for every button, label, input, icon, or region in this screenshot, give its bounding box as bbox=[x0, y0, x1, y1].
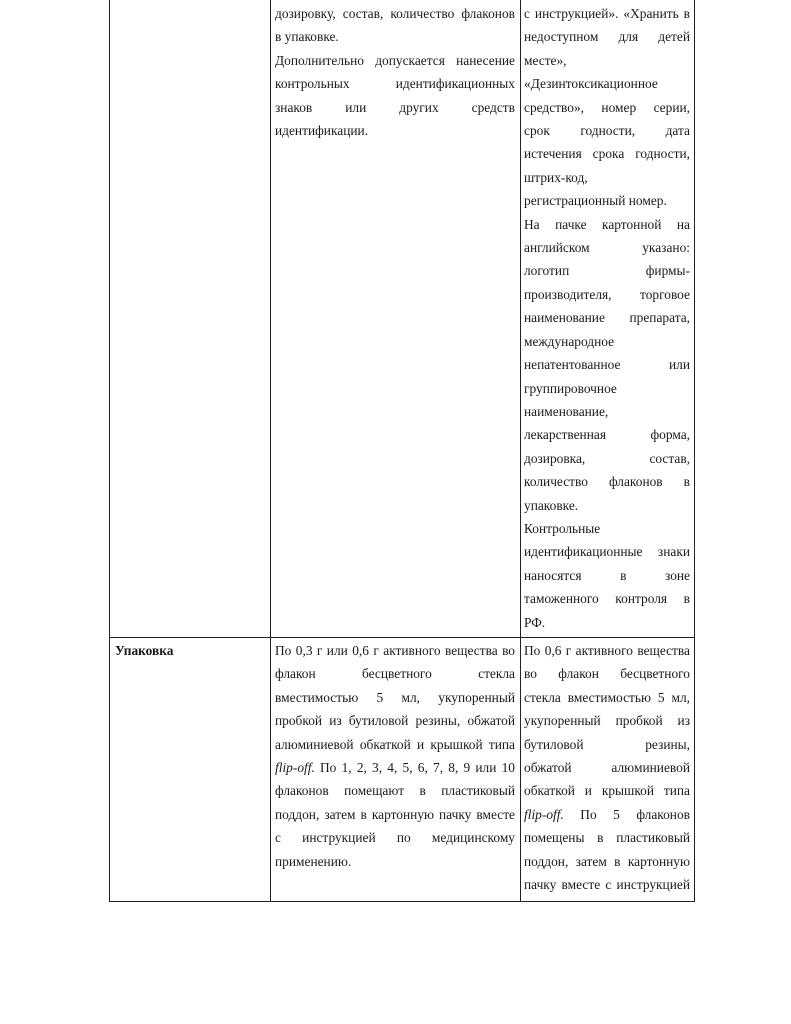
text-line: знаков или других средств bbox=[275, 99, 515, 115]
text-line: лекарственная форма, bbox=[524, 427, 690, 443]
text-fragment: По 1, 2, 3, 4, 5, 6, 7, 8, 9 или 10 bbox=[314, 760, 515, 776]
text-line: регистрационный номер. bbox=[524, 193, 667, 209]
text-line: во флакон бесцветного bbox=[524, 666, 690, 682]
text-line bbox=[524, 803, 690, 826]
text-line: штрих-код, bbox=[524, 169, 588, 185]
packaging-row-label: Упаковка bbox=[115, 643, 174, 658]
text-line: укупоренный пробкой из bbox=[524, 713, 690, 729]
text-line: срок годности, дата bbox=[524, 123, 690, 139]
text-line: РФ. bbox=[524, 614, 546, 630]
text-line: вместимостью 5 мл, укупоренный bbox=[275, 689, 515, 705]
text-line: Контрольные bbox=[524, 520, 601, 536]
text-line: обжатой алюминиевой bbox=[524, 760, 690, 776]
table-border-right bbox=[694, 0, 695, 902]
text-line: По 0,6 г активного вещества bbox=[524, 643, 690, 658]
text-line: наносятся в зоне bbox=[524, 567, 690, 583]
text-line: обкаткой и крышкой типа bbox=[524, 783, 690, 799]
packaging-col3-text bbox=[524, 639, 690, 896]
text-line: международное bbox=[524, 333, 615, 349]
text-line: стекла вместимостью 5 мл, bbox=[524, 689, 690, 705]
text-line: логотип фирмы- bbox=[524, 263, 690, 279]
text-line: По 0,3 г или 0,6 г активного вещества во bbox=[275, 643, 515, 658]
text-line: с инструкцией по медицинскому bbox=[275, 830, 515, 846]
flip-off-term: flip-off. bbox=[524, 806, 564, 822]
text-line: поддон, затем в картонную пачку вместе bbox=[275, 806, 515, 822]
text-line: идентификационные знаки bbox=[524, 544, 690, 560]
table-divider-col3 bbox=[520, 0, 521, 902]
table-border-left bbox=[109, 0, 110, 902]
top-row-col3-text bbox=[524, 2, 690, 634]
text-line: помещены в пластиковый bbox=[524, 830, 690, 846]
text-line: количество флаконов в bbox=[524, 474, 690, 490]
text-line: производителя, торговое bbox=[524, 286, 690, 302]
text-line: пачку вместе с инструкцией bbox=[524, 877, 690, 893]
text-line: Дополнительно допускается нанесение bbox=[275, 52, 515, 68]
text-line: идентификации. bbox=[275, 123, 369, 139]
text-line: дозировку, состав, количество флаконов bbox=[275, 6, 515, 21]
flip-off-term: flip-off. bbox=[275, 760, 315, 776]
text-line: пробкой из бутиловой резины, обжатой bbox=[275, 713, 515, 729]
table-row-divider bbox=[109, 637, 695, 638]
text-line: истечения срока годности, bbox=[524, 146, 690, 162]
text-line: алюминиевой обкаткой и крышкой типа bbox=[275, 736, 515, 752]
text-line: упаковке. bbox=[524, 497, 579, 513]
text-line: с инструкцией». «Хранить в bbox=[524, 6, 690, 21]
text-line: наименование препарата, bbox=[524, 310, 690, 326]
text-line: флаконов помещают в пластиковый bbox=[275, 783, 515, 799]
text-line: «Дезинтоксикационное bbox=[524, 76, 658, 92]
text-line: недоступном для детей bbox=[524, 29, 690, 45]
text-line: наименование, bbox=[524, 403, 609, 419]
packaging-col2-text bbox=[275, 639, 515, 873]
text-line: непатентованное или bbox=[524, 357, 690, 373]
text-line: На пачке картонной на bbox=[524, 216, 690, 232]
text-line: флакон бесцветного стекла bbox=[275, 666, 515, 682]
text-line: месте», bbox=[524, 52, 567, 68]
text-line: группировочное bbox=[524, 380, 617, 396]
text-line: контрольных идентификационных bbox=[275, 76, 515, 92]
text-line bbox=[275, 756, 515, 779]
text-line: применению. bbox=[275, 853, 352, 869]
table-divider-col2 bbox=[270, 0, 271, 902]
text-line: бутиловой резины, bbox=[524, 736, 690, 752]
text-line: средство», номер серии, bbox=[524, 99, 690, 115]
top-row-col2-text bbox=[275, 2, 515, 142]
table-bottom-border bbox=[109, 901, 695, 902]
text-line: дозировка, состав, bbox=[524, 450, 690, 466]
text-line: поддон, затем в картонную bbox=[524, 853, 690, 869]
text-line: в упаковке. bbox=[275, 29, 339, 45]
text-fragment: По 5 флаконов bbox=[563, 806, 690, 822]
text-line: английском указано: bbox=[524, 240, 690, 256]
text-line: таможенного контроля в bbox=[524, 591, 690, 607]
